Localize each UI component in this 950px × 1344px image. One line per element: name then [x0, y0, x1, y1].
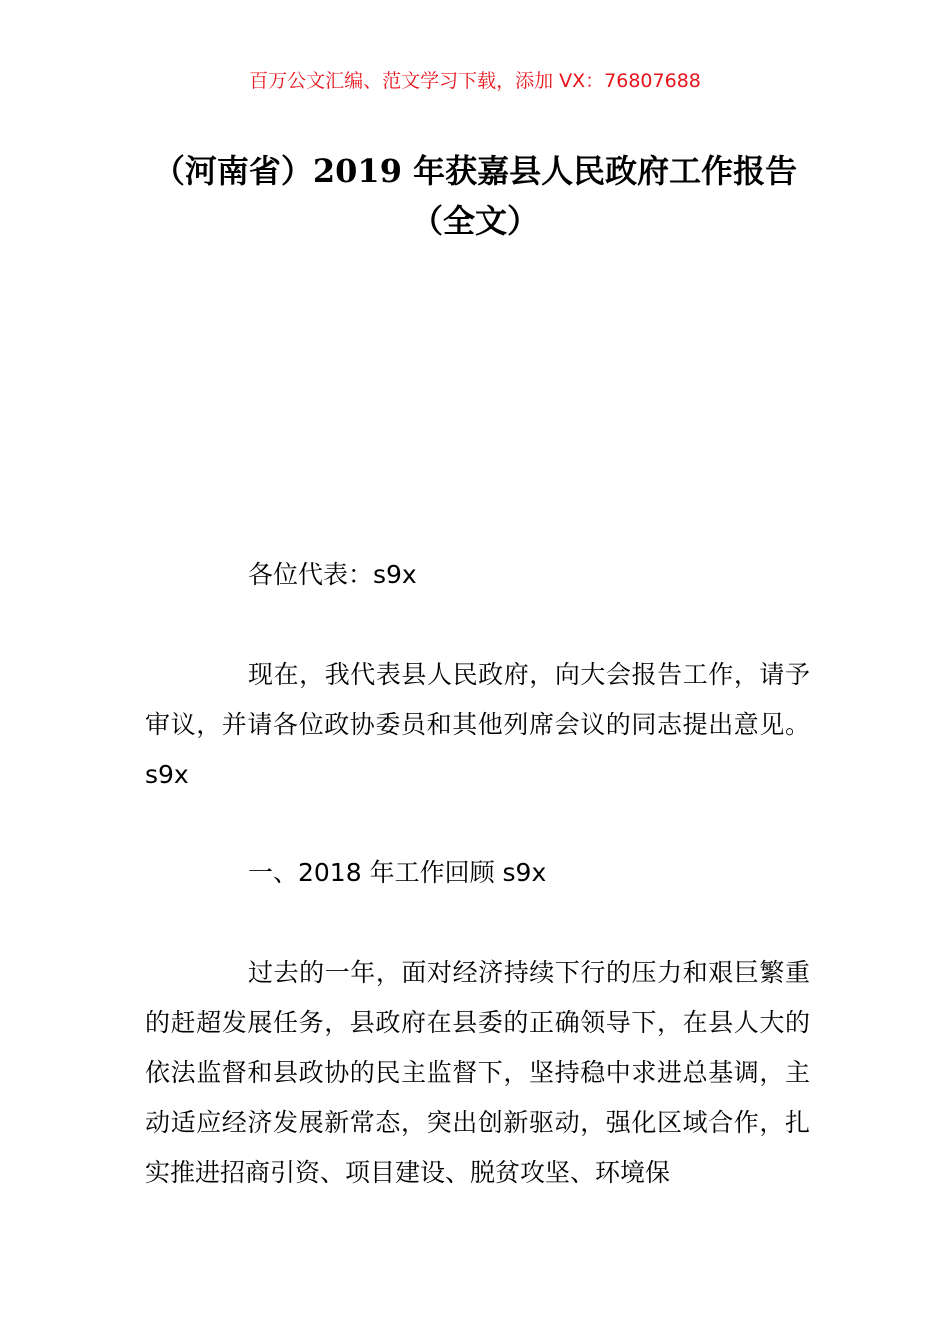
section-heading: 一、2018 年工作回顾 s9x	[248, 858, 547, 887]
salutation-paragraph: 各位代表：s9x	[248, 560, 417, 589]
document-title: （河南省）2019 年获嘉县人民政府工作报告（全文）	[152, 152, 798, 240]
review-paragraph: 过去的一年，面对经济持续下行的压力和艰巨繁重的赶超发展任务，县政府在县委的正确领导下，在县人大的依法监督和县政协的民主监督下，坚持稳中求进总基调，主动适应经济发展新常态，突出创新驱动，强化区域合作，扎实推进招商引资、项目建设、脱贫攻坚、环境保	[145, 958, 810, 1187]
intro-paragraph: 现在，我代表县人民政府，向大会报告工作，请予审议，并请各位政协委员和其他列席会议的同志提出意见。s9x	[145, 660, 810, 789]
promo-header-note: 百万公文汇编、范文学习下载，添加 VX：76807688	[249, 70, 701, 92]
